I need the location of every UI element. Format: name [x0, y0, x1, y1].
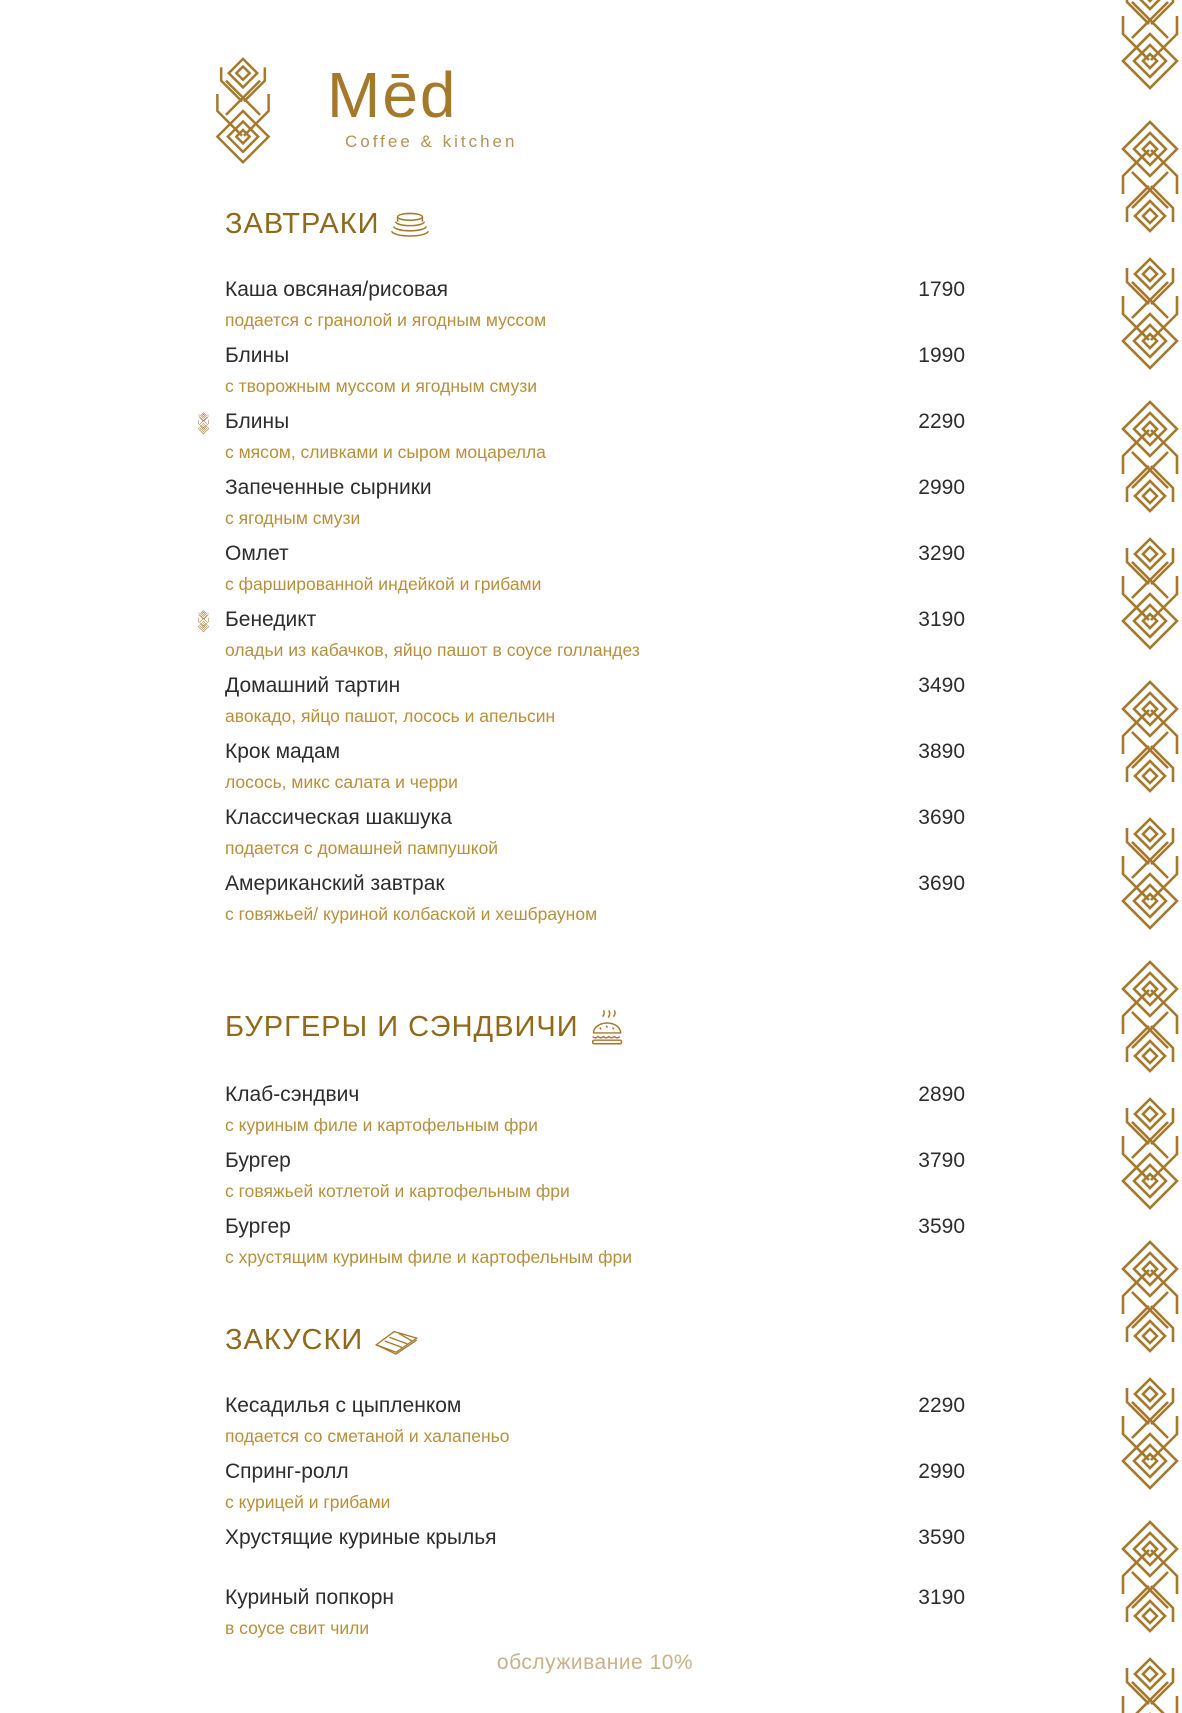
item-price: 3690: [918, 872, 965, 895]
item-description: с курицей и грибами: [225, 1492, 391, 1512]
menu-item: [225, 1585, 965, 1639]
menu-content: [225, 200, 965, 1675]
section-items: [225, 277, 965, 925]
item-description: с говяжьей/ куриной колбаской и хешбрауном: [225, 904, 598, 924]
item-name: Бенедикт: [225, 608, 317, 631]
menu-item: [225, 739, 965, 793]
item-description: с ягодным смузи: [225, 508, 361, 528]
item-description: подается с гранолой и ягодным муссом: [225, 310, 547, 330]
menu-item: [225, 343, 965, 397]
item-price: 3690: [918, 806, 965, 829]
item-price: 2990: [918, 1460, 965, 1483]
item-price: 2290: [918, 1394, 965, 1417]
menu-item: [225, 1214, 965, 1268]
section-title-text: ЗАВТРАКИ: [225, 208, 380, 240]
item-description: с творожным муссом и ягодным смузи: [225, 376, 538, 396]
section-title: [225, 1009, 965, 1046]
menu-item: [225, 1525, 965, 1551]
item-name: Клаб-сэндвич: [225, 1083, 360, 1106]
menu-section: [225, 1009, 965, 1268]
item-price: 1790: [918, 278, 965, 301]
menu-item: [225, 541, 965, 595]
brand-wordmark: [327, 59, 547, 152]
item-description: с говяжьей котлетой и картофельным фри: [225, 1181, 570, 1201]
signature-ornament-icon: [194, 412, 213, 435]
quesadilla-icon: [373, 1325, 419, 1357]
service-note: обслуживание 10%: [496, 1651, 694, 1674]
item-name: Каша овсяная/рисовая: [225, 278, 449, 301]
item-description: авокадо, яйцо пашот, лосось и апельсин: [225, 706, 556, 726]
item-price: 3790: [918, 1149, 965, 1172]
menu-item: [225, 1459, 965, 1513]
brand-name: Mēd: [327, 59, 458, 131]
section-title: [225, 1324, 965, 1357]
item-price: 2990: [918, 476, 965, 499]
item-price: 1990: [918, 344, 965, 367]
menu-item: [225, 673, 965, 727]
item-description: с фаршированной индейкой и грибами: [225, 574, 542, 594]
item-name: Хрустящие куриные крылья: [225, 1526, 497, 1549]
item-description: в соусе свит чили: [225, 1618, 370, 1638]
brand-logo-icon: [193, 56, 293, 168]
signature-ornament-icon: [194, 610, 213, 633]
menu-item: [225, 805, 965, 859]
item-name: Кесадилья с цыпленком: [225, 1394, 462, 1417]
item-price: 3190: [918, 1586, 965, 1609]
section-items: [225, 1082, 965, 1268]
item-price: 3890: [918, 740, 965, 763]
item-price: 3190: [918, 608, 965, 631]
item-description: оладьи из кабачков, яйцо пашот в соусе голландез: [225, 640, 640, 660]
item-name: Омлет: [225, 542, 289, 565]
item-name: Бургер: [225, 1215, 291, 1238]
menu-item: [225, 1082, 965, 1136]
item-price: 3590: [918, 1215, 965, 1238]
menu-item: [225, 475, 965, 529]
item-name: Запеченные сырники: [225, 476, 432, 499]
burger-icon: [589, 1009, 627, 1046]
item-price: 2890: [918, 1083, 965, 1106]
section-items: [225, 1393, 965, 1639]
section-title-text: БУРГЕРЫ И СЭНДВИЧИ: [225, 1011, 579, 1043]
item-name: Бургер: [225, 1149, 291, 1172]
menu-item: [225, 409, 965, 463]
item-description: с мясом, сливками и сыром моцарелла: [225, 442, 546, 462]
item-name: Американский завтрак: [225, 872, 445, 895]
menu-item: [225, 607, 965, 661]
item-name: Куриный попкорн: [225, 1586, 394, 1609]
item-description: лосось, микс салата и черри: [225, 772, 458, 792]
item-description: с куриным филе и картофельным фри: [225, 1115, 538, 1135]
section-title: [225, 208, 965, 241]
item-name: Классическая шакшука: [225, 806, 452, 829]
item-price: 3290: [918, 542, 965, 565]
item-name: Блины: [225, 344, 290, 367]
pancakes-icon: [389, 210, 431, 239]
item-name: Спринг-ролл: [225, 1460, 349, 1483]
item-name: Домашний тартин: [225, 674, 401, 697]
menu-section: [225, 208, 965, 925]
brand-tagline: Coffee & kitchen: [345, 132, 518, 151]
ornament-border: [1120, 0, 1182, 1713]
item-name: Крок мадам: [225, 740, 341, 763]
item-name: Блины: [225, 410, 290, 433]
item-price: 3590: [918, 1526, 965, 1549]
menu-item: [225, 1393, 965, 1447]
menu-item: [225, 1148, 965, 1202]
item-description: подается с домашней пампушкой: [225, 838, 499, 858]
item-description: с хрустящим куриным филе и картофельным фри: [225, 1247, 633, 1267]
ornament-border-pattern-icon: [1120, 0, 1180, 1713]
menu-item: [225, 871, 965, 925]
menu-item: [225, 277, 965, 331]
section-title-text: ЗАКУСКИ: [225, 1324, 364, 1356]
menu-section: [225, 1324, 965, 1639]
item-price: 2290: [918, 410, 965, 433]
item-price: 3490: [918, 674, 965, 697]
item-description: подается со сметаной и халапеньо: [225, 1426, 510, 1446]
